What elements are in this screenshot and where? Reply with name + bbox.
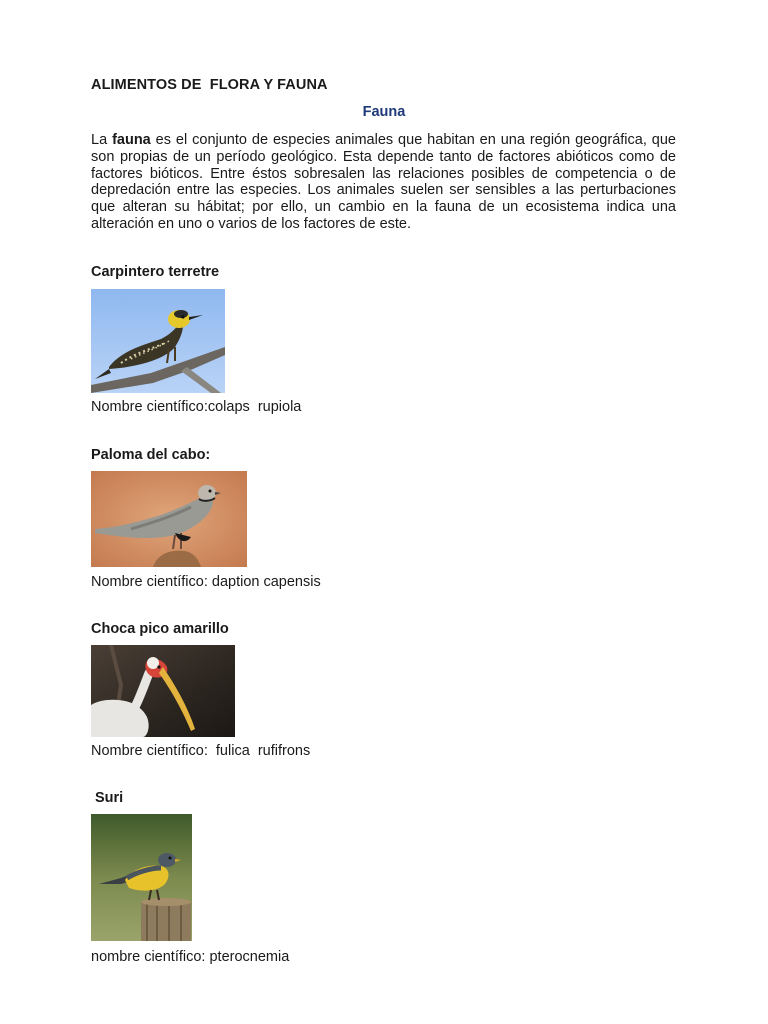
stork-photo	[91, 645, 235, 737]
intro-body: es el conjunto de especies animales que habitan en una región geográfica, que son propias de un período geológico. Esta depende tanto de factores abióticos como de factores bióticos. Entre éstos sobresalen las relaciones posibles de competencia o de depredación entre las especies. Los animales suelen ser sensibles a las perturbaciones que alteran su hábitat; por ello, un cambio en la fauna de un ecosistema indica una alteración en uno o varios de los factores de este.	[91, 132, 676, 232]
scientific-name: nombre científico: pterocnemia	[91, 949, 290, 965]
scientific-name: Nombre científico: daption capensis	[91, 574, 321, 590]
dove-photo	[91, 471, 247, 567]
species-name: Carpintero terretre	[91, 264, 220, 280]
species-name: Paloma del cabo:	[91, 447, 211, 463]
intro-lead: La	[91, 132, 113, 148]
scientific-name: Nombre científico:colaps rupiola	[91, 399, 302, 415]
species-name: Suri	[95, 790, 124, 806]
document-title: ALIMENTOS DE FLORA Y FAUNA	[91, 77, 328, 93]
scientific-name: Nombre científico: fulica rufifrons	[91, 743, 311, 759]
yellow-bird-photo	[91, 814, 192, 941]
intro-bold-term: fauna	[112, 132, 151, 148]
section-heading: Fauna	[362, 104, 406, 120]
woodpecker-photo	[91, 289, 225, 393]
species-name: Choca pico amarillo	[91, 621, 229, 637]
intro-paragraph	[91, 132, 676, 233]
